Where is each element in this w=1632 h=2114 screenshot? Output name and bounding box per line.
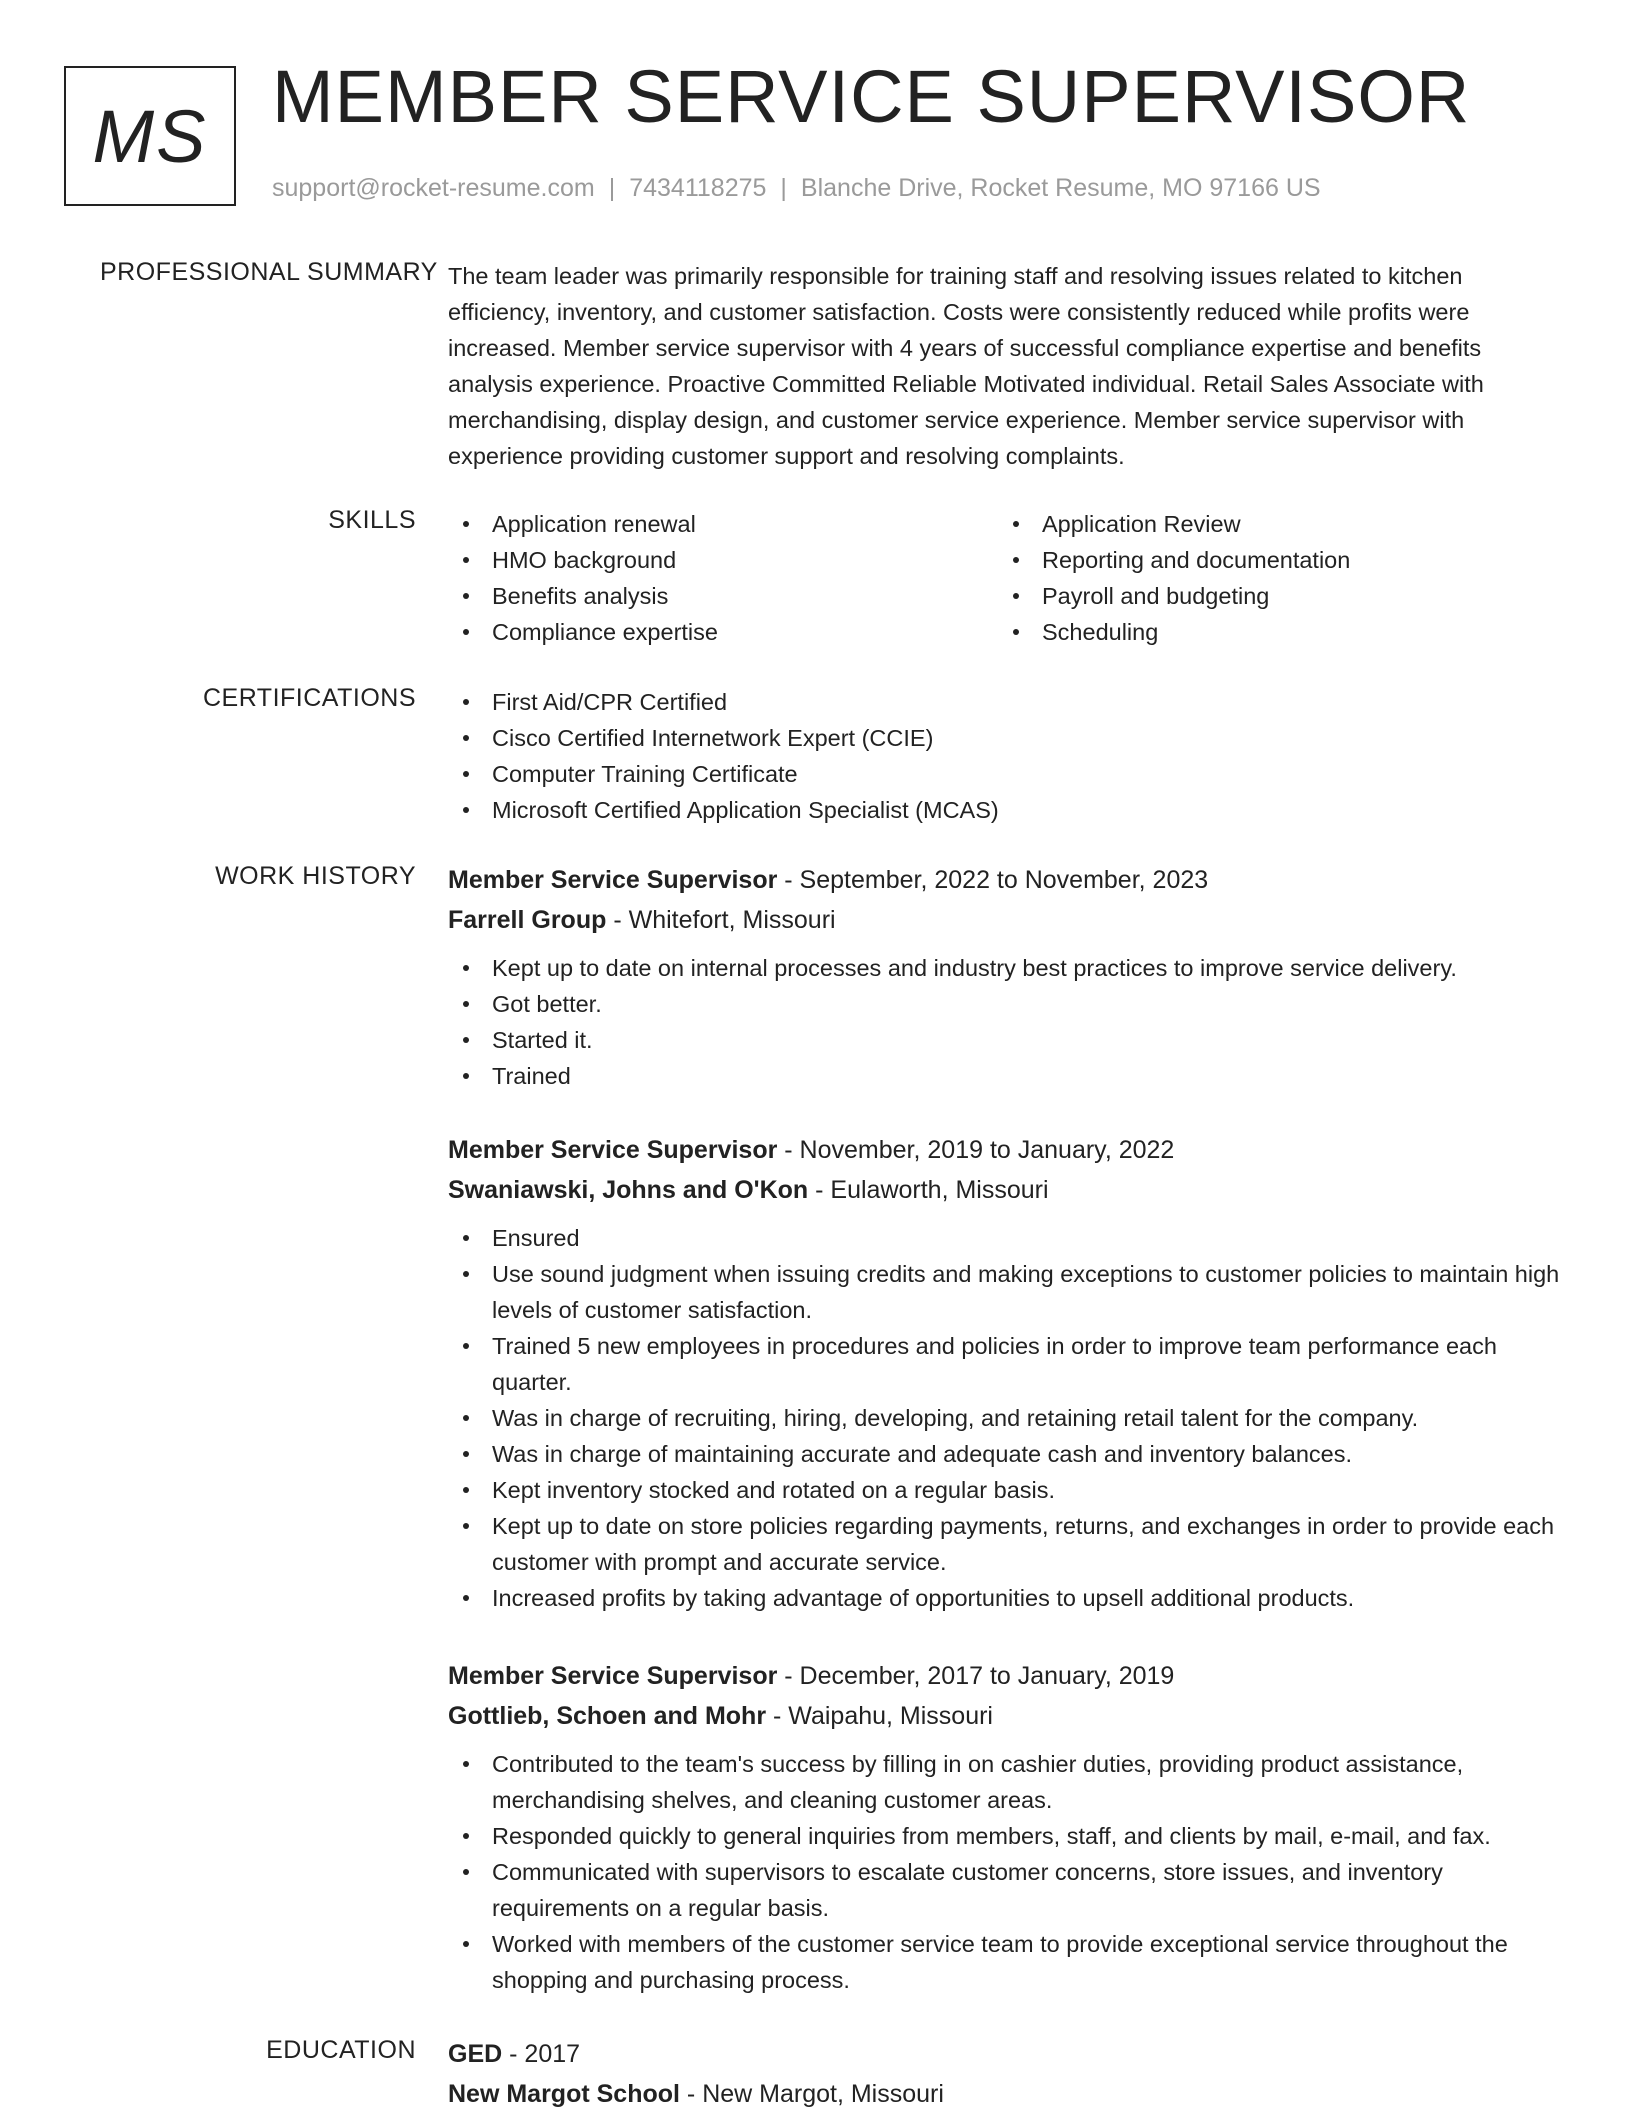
contact-phone[interactable]: 7434118275 [629, 174, 767, 202]
summary-section [448, 258, 1560, 474]
contact-separator: | [780, 174, 787, 202]
job-bullet: Kept inventory stocked and rotated on a regular basis. [448, 1472, 1560, 1508]
monogram-logo: MS [64, 66, 236, 206]
job-bullet: Kept up to date on store policies regarding payments, returns, and exchanges in order to provide each customer with prompt and accurate service. [448, 1508, 1560, 1580]
skill-item: Compliance expertise [448, 614, 998, 650]
job-location: - Waipahu, Missouri [773, 1702, 993, 1730]
certification-item: Microsoft Certified Application Specialist (MCAS) [448, 792, 1560, 828]
job-bullets [448, 1746, 1560, 1998]
skill-item: Scheduling [998, 614, 1548, 650]
job-bullet: Got better. [448, 986, 1560, 1022]
job-bullet: Contributed to the team's success by filling in on cashier duties, providing product assistance, merchandising shelves, and cleaning customer areas. [448, 1746, 1560, 1818]
section-label-education: EDUCATION [266, 2036, 416, 2064]
skill-item: Payroll and budgeting [998, 578, 1548, 614]
job-bullet: Was in charge of maintaining accurate and adequate cash and inventory balances. [448, 1436, 1560, 1472]
skill-item: Application Review [998, 506, 1548, 542]
job-bullet: Was in charge of recruiting, hiring, developing, and retaining retail talent for the company. [448, 1400, 1560, 1436]
contact-separator: | [608, 174, 616, 202]
certifications-section [448, 684, 1560, 828]
section-label-summary: PROFESSIONAL SUMMARY [100, 258, 438, 286]
job-location: - Eulaworth, Missouri [815, 1176, 1049, 1204]
job-dates: - December, 2017 to January, 2019 [784, 1662, 1175, 1690]
job-dates: - November, 2019 to January, 2022 [784, 1136, 1175, 1164]
job-title: Member Service Supervisor [448, 866, 778, 894]
job-bullets [448, 1220, 1560, 1616]
job-title-line [448, 860, 1560, 900]
job-bullet: Communicated with supervisors to escalate customer concerns, store issues, and inventory requirements on a regular basis. [448, 1854, 1560, 1926]
education-degree-line [448, 2034, 1560, 2074]
job-dates: - September, 2022 to November, 2023 [784, 866, 1209, 894]
certifications-list [448, 684, 1560, 828]
skills-section [448, 506, 1560, 650]
job-entry [448, 1130, 1560, 1616]
skill-item: Reporting and documentation [998, 542, 1548, 578]
education-school: New Margot School [448, 2080, 680, 2108]
education-location: - New Margot, Missouri [686, 2080, 944, 2108]
education-degree: GED [448, 2040, 503, 2068]
section-label-work-history: WORK HISTORY [215, 862, 416, 890]
job-bullet: Ensured [448, 1220, 1560, 1256]
section-label-certifications: CERTIFICATIONS [202, 684, 416, 712]
job-bullet: Use sound judgment when issuing credits and making exceptions to customer policies to maintain high levels of customer satisfaction. [448, 1256, 1560, 1328]
job-bullet: Worked with members of the customer service team to provide exceptional service throughout the shopping and purchasing process. [448, 1926, 1560, 1998]
certification-item: Computer Training Certificate [448, 756, 1560, 792]
contact-address: Blanche Drive, Rocket Resume, MO 97166 US [800, 174, 1321, 202]
job-bullet: Increased profits by taking advantage of opportunities to upsell additional products. [448, 1580, 1560, 1616]
job-company: Farrell Group [448, 906, 607, 934]
job-title-line [448, 1656, 1560, 1696]
job-bullet: Kept up to date on internal processes and industry best practices to improve service delivery. [448, 950, 1560, 986]
education-year: - 2017 [509, 2040, 581, 2068]
job-bullet: Started it. [448, 1022, 1560, 1058]
summary-text: The team leader was primarily responsible for training staff and resolving issues related to kitchen efficiency, inventory, and customer satisfaction. Costs were consistently reduced while profits were increased. Member service supervisor with 4 years of successful compliance expertise and benefits analysis experience. Proactive Committed Reliable Motivated individual. Retail Sales Associate with merchandising, display design, and customer service experience. Member service supervisor with experience providing customer support and resolving complaints. [448, 263, 1484, 469]
skill-item: HMO background [448, 542, 998, 578]
job-title: Member Service Supervisor [448, 1136, 778, 1164]
job-company-line [448, 1170, 1560, 1210]
job-company-line [448, 900, 1560, 940]
job-bullet: Trained 5 new employees in procedures and policies in order to improve team performance each quarter. [448, 1328, 1560, 1400]
certification-item: Cisco Certified Internetwork Expert (CCIE) [448, 720, 1560, 756]
job-entry [448, 1656, 1560, 1998]
job-bullets [448, 950, 1560, 1094]
job-entry [448, 860, 1560, 1094]
certification-item: First Aid/CPR Certified [448, 684, 1560, 720]
job-bullet: Responded quickly to general inquiries from members, staff, and clients by mail, e-mail, and fax. [448, 1818, 1560, 1854]
job-location: - Whitefort, Missouri [613, 906, 836, 934]
job-company: Gottlieb, Schoen and Mohr [448, 1702, 767, 1730]
job-bullet: Trained [448, 1058, 1560, 1094]
contact-email[interactable]: support@rocket-resume.com [272, 174, 595, 202]
skills-list-right [998, 506, 1548, 650]
skills-list-left [448, 506, 998, 650]
job-company-line [448, 1696, 1560, 1736]
resume-title: MEMBER SERVICE SUPERVISOR [272, 55, 1471, 138]
job-company: Swaniawski, Johns and O'Kon [448, 1176, 809, 1204]
job-title-line [448, 1130, 1560, 1170]
skill-item: Benefits analysis [448, 578, 998, 614]
section-label-skills: SKILLS [328, 506, 416, 534]
contact-line [272, 174, 1321, 203]
skill-item: Application renewal [448, 506, 998, 542]
education-section [448, 2034, 1560, 2114]
job-title: Member Service Supervisor [448, 1662, 778, 1690]
education-school-line [448, 2074, 1560, 2114]
